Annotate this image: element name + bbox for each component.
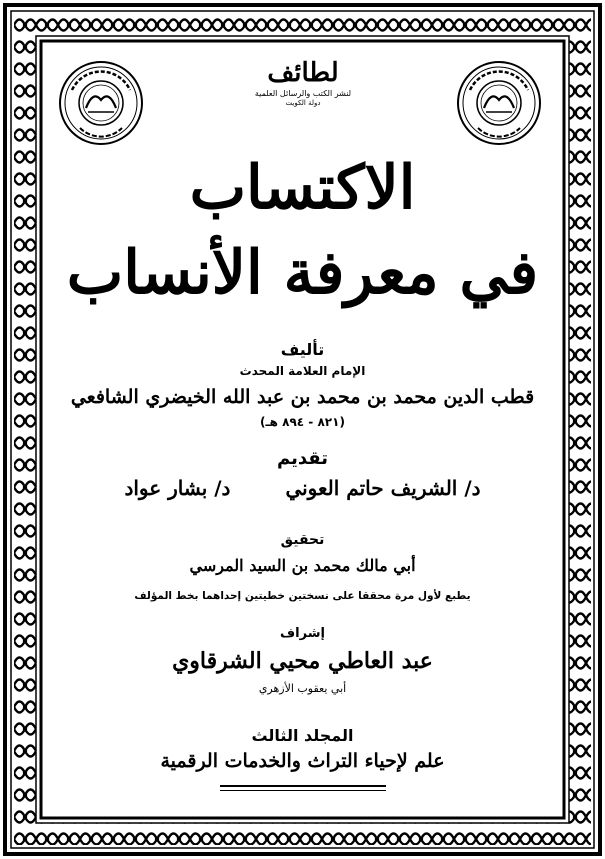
- verifier-name: أبي مالك محمد بن السيد المرسي: [189, 556, 416, 575]
- title-page: [50, 50, 555, 809]
- author-honorific: الإمام العلامة المحدث: [239, 364, 366, 378]
- authorship-label: تأليف: [280, 340, 325, 359]
- book-title-line2: في معرفة الأنساب: [66, 238, 539, 308]
- author-years: (٨٢١ - ٨٩٤ هـ): [260, 415, 345, 429]
- introduction-names: [50, 476, 555, 500]
- publisher-name: لطائف: [267, 58, 339, 88]
- supervisor-kunya: أبي يعقوب الأزهري: [258, 682, 347, 695]
- supervision-label: إشراف: [280, 626, 325, 641]
- introducer-name-1: د/ الشريف حاتم العوني: [285, 476, 481, 500]
- introducer-name-2: د/ بشار عواد: [124, 476, 231, 500]
- publisher-seal-left: [58, 60, 144, 146]
- volume-label: المجلد الثالث: [251, 726, 354, 745]
- publishing-house: علم لإحياء التراث والخدمات الرقمية: [160, 750, 445, 772]
- edition-note: يطبع لأول مرة محققا على نسختين خطيتين إحداهما بخط المؤلف: [134, 590, 471, 602]
- publisher-city: دولة الكويت: [285, 99, 321, 107]
- supervisor-name: عبد العاطي محيي الشرقاوي: [172, 648, 433, 674]
- introduction-label: تقديم: [277, 448, 328, 469]
- verification-label: تحقيق: [280, 532, 325, 548]
- publisher-logo: [228, 58, 378, 108]
- author-name: قطب الدين محمد بن محمد بن عبد الله الخيضري الشافعي: [70, 386, 535, 408]
- publisher-seal-right: [456, 60, 542, 146]
- book-title-line1: الاكتساب: [189, 153, 416, 223]
- publisher-subtitle: لنشر الكتب والرسائل العلمية: [254, 89, 352, 98]
- house-underline: [220, 785, 386, 791]
